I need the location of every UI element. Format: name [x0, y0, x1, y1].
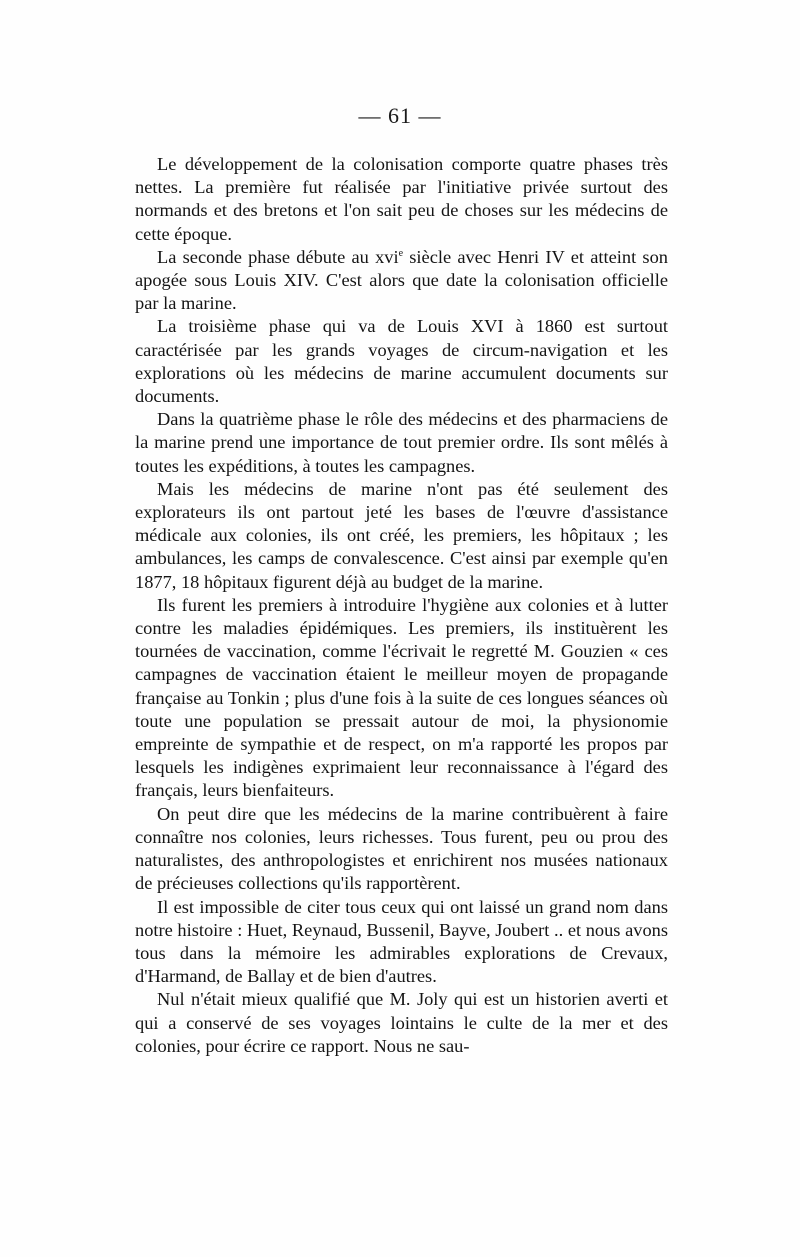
paragraph-third-phase: La troisième phase qui va de Louis XVI à 1860 est surtout caractérisée par les grands voyages de circum-navigation et les explorations où les médecins de marine accumulent documents sur documents. [135, 316, 668, 407]
paragraph-medical-assistance: Mais les médecins de marine n'ont pas été seulement des explorateurs ils ont partout jeté les bases de l'œuvre d'assistance médicale aux colonies, ils ont créé, les premiers, les hôpitaux ; les ambulances, les camps de convalescence. C'est ainsi par exemple qu'en 1877, 18 hôpitaux figurent déjà au budget de la marine. [135, 478, 668, 592]
paragraph-second-phase-start: La seconde phase débute au xvi [157, 246, 399, 267]
paragraph-famous-names: Il est impossible de citer tous ceux qui ont laissé un grand nom dans notre histoire : Huet, Reynaud, Bussenil, Bayve, Joubert .. et nous avons tous dans la mémoire les admirables explorations de Crevaux, d'Harmand, de Ballay et de bien d'autres. [135, 896, 668, 987]
paragraph-joly: Nul n'était mieux qualifié que M. Joly qui est un historien averti et qui a conservé de ses voyages lointains le culte de la mer et des colonies, pour écrire ce rapport. Nous ne sau- [135, 989, 668, 1056]
paragraph-hygiene: Ils furent les premiers à introduire l'hygiène aux colonies et à lutter contre les maladies épidémiques. Les premiers, ils instituèrent les tournées de vaccination, comme l'écrivait le regretté M. Gouzien « ces campagnes de vaccination étaient le meilleur moyen de propagande française au Tonkin ; plus d'une fois à la suite de ces longues séances où toute une population se pressait autour de moi, la physionomie empreinte de sympathie et de respect, on m'a rapporté les propos par lesquels les indigènes exprimaient leur reconnaissance à l'égard des français, leurs bienfaiteurs. [135, 594, 668, 801]
paragraph-second-phase-end: siècle avec Henri IV et atteint son apogée sous Louis XIV. C'est alors que date la colonisation officielle par la marine. [135, 246, 668, 314]
paragraph-colonisation-phases: Le développement de la colonisation comporte quatre phases très nettes. La première fut réalisée par l'initiative privée surtout des normands et des bretons et l'on sait peu de choses sur les médecins de cette époque. [135, 154, 668, 244]
body-text [135, 153, 668, 1058]
paragraph-fourth-phase: Dans la quatrième phase le rôle des médecins et des pharmaciens de la marine prend une importance de tout premier ordre. Ils sont mêlés à toutes les expéditions, à toutes les campagnes. [135, 409, 668, 476]
century-superscript: e [398, 247, 404, 259]
paragraph-naturalists: On peut dire que les médecins de la marine contribuèrent à faire connaître nos colonies, leurs richesses. Tous furent, peu ou prou des naturalistes, des anthropologistes et enrichirent nos musées nationaux de précieuses collections qu'ils rapportèrent. [135, 803, 668, 894]
paragraph-second-phase [135, 246, 668, 316]
page-number: — 61 — [358, 103, 442, 128]
